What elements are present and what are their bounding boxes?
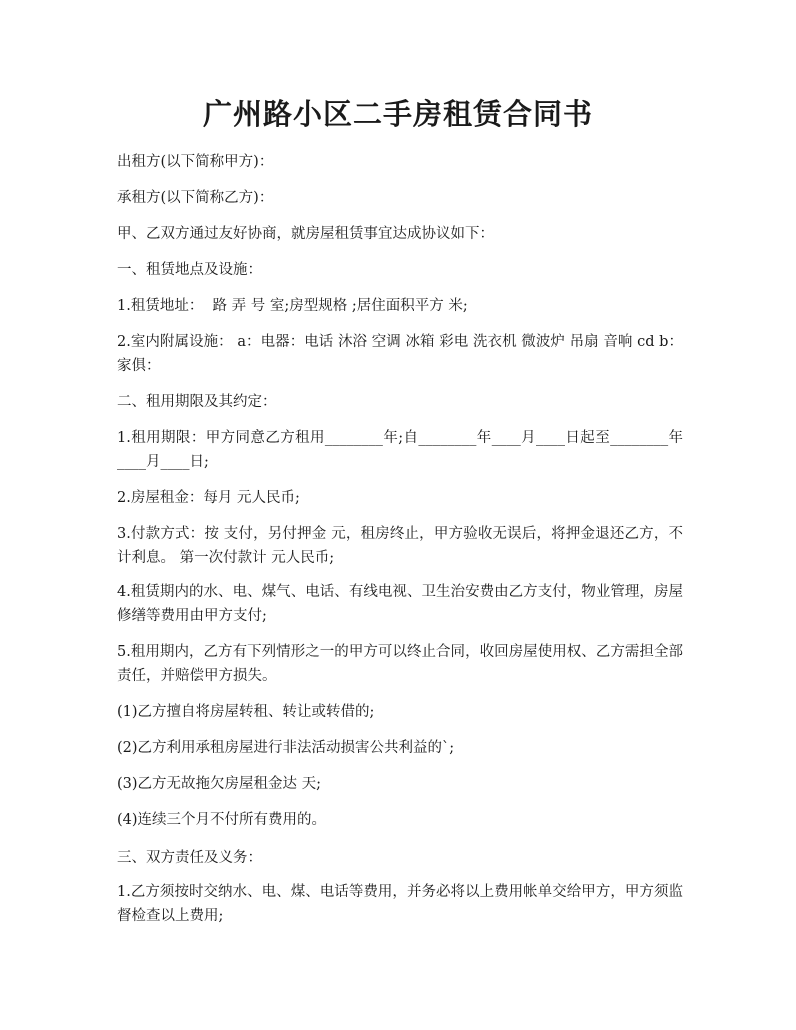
paragraph-termination: 5.租用期内，乙方有下列情形之一的甲方可以终止合同，收回房屋使用权、乙方需担全部责任，并赔偿甲方损失。 <box>117 644 683 684</box>
list-item-illegal-use: (2)乙方利用承租房屋进行非法活动损害公共利益的`; <box>117 740 455 756</box>
paragraph-facilities: 2.室内附属设施： a：电器：电话 沐浴 空调 冰箱 彩电 洗衣机 微波炉 吊扇 音响 cd b：家俱： <box>117 334 683 374</box>
paragraph-lessee: 承租方(以下简称乙方)： <box>117 190 274 206</box>
paragraph-address: 1.租赁地址： 路 弄 号 室;房型规格 ;居住面积平方 米; <box>117 298 468 314</box>
section-heading-location: 一、租赁地点及设施： <box>117 262 262 278</box>
section-heading-term: 二、租用期限及其约定： <box>117 394 277 410</box>
document-title: 广州路小区二手房租赁合同书 <box>202 97 593 131</box>
paragraph-lessor: 出租方(以下简称甲方)： <box>117 154 274 170</box>
paragraph-lease-term: 1.租用期限：甲方同意乙方租用________年;自________年____月____日起至________年____月____日; <box>117 430 683 470</box>
list-item-unpaid-fees: (4)连续三个月不付所有费用的。 <box>117 812 327 828</box>
paragraph-payment: 3.付款方式：按 支付，另付押金 元，租房终止，甲方验收无误后，将押金退还乙方，不计利息。 第一次付款计 元人民币; <box>117 526 683 566</box>
list-item-sublet: (1)乙方擅自将房屋转租、转让或转借的; <box>117 704 375 720</box>
paragraph-agreement-intro: 甲、乙双方通过友好协商，就房屋租赁事宜达成协议如下： <box>117 226 494 242</box>
paragraph-rent: 2.房屋租金：每月 元人民币; <box>117 490 300 506</box>
list-item-rent-arrears: (3)乙方无故拖欠房屋租金达 天; <box>117 776 322 792</box>
section-heading-responsibilities: 三、双方责任及义务： <box>117 850 262 866</box>
paragraph-fees: 4.租赁期内的水、电、煤气、电话、有线电视、卫生治安费由乙方支付，物业管理，房屋修缮等费用由甲方支付; <box>117 584 683 624</box>
paragraph-utility-duty: 1.乙方须按时交纳水、电、煤、电话等费用，并务必将以上费用帐单交给甲方，甲方须监督检查以上费用; <box>117 884 683 924</box>
